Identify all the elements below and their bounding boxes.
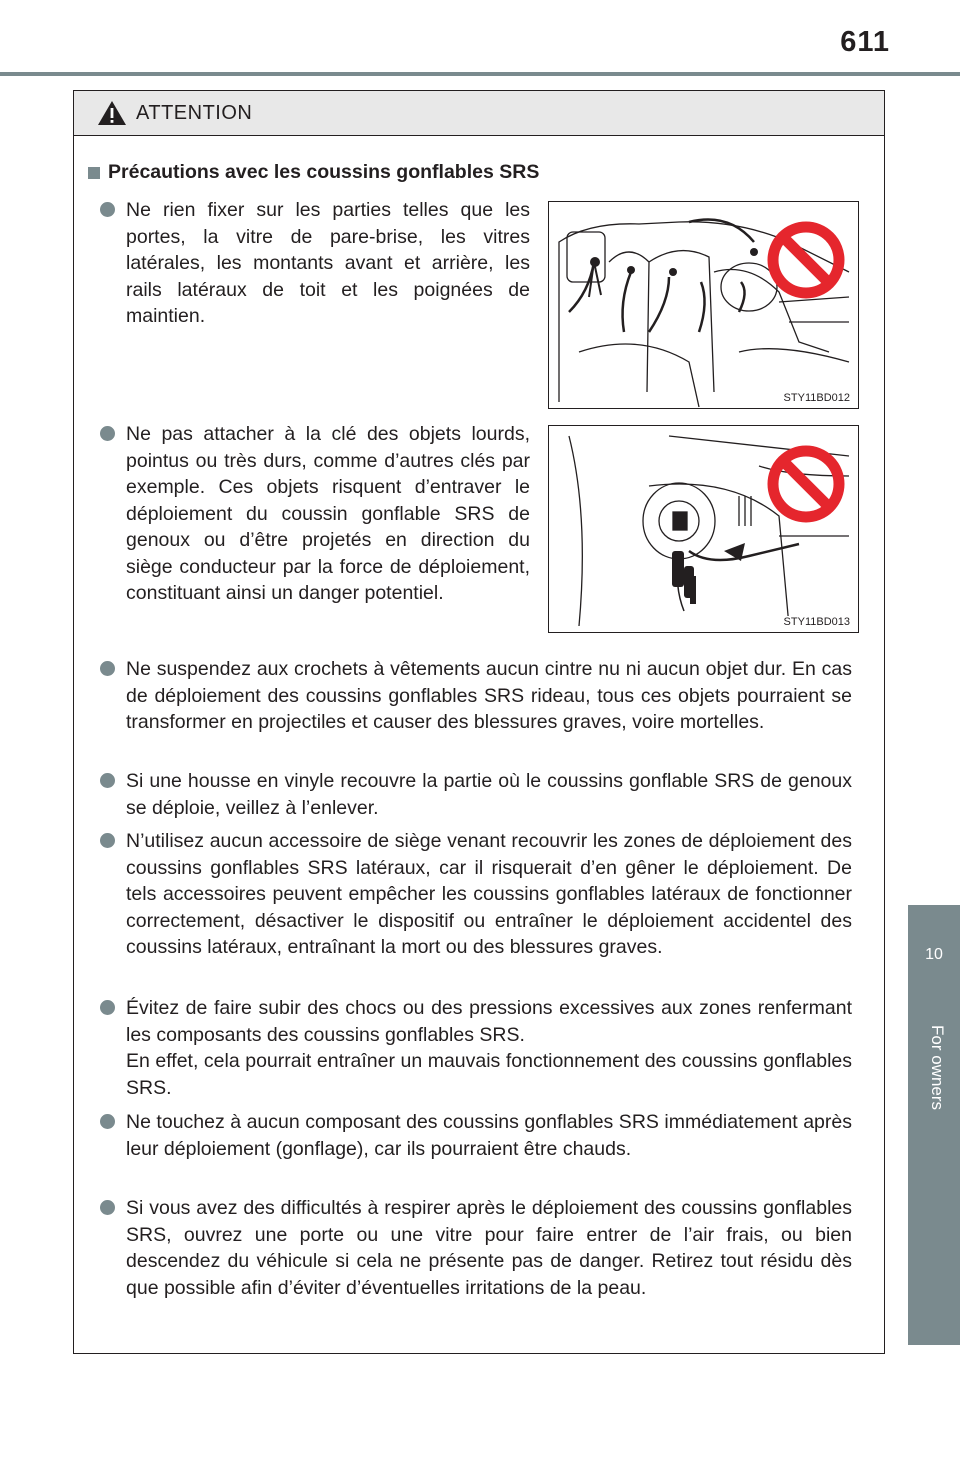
chapter-label: For owners bbox=[928, 1025, 947, 1111]
bullet-item bbox=[100, 768, 852, 821]
page-number: 611 bbox=[840, 26, 890, 58]
caution-box bbox=[73, 90, 885, 1354]
chapter-tab bbox=[908, 905, 960, 1345]
caution-title: ATTENTION bbox=[136, 101, 253, 124]
bullet-text: Ne rien fixer sur les parties telles que les portes, la vitre de pare-brise, les vitres latérales, les montants avant et arrière, les rails latéraux de toit et les poignées de maintien. bbox=[126, 199, 530, 327]
bullet-item bbox=[100, 656, 852, 736]
bullet-dot-icon bbox=[100, 1200, 115, 1215]
bullet-item bbox=[100, 1109, 852, 1162]
bullet-text: Si une housse en vinyle recouvre la partie où le coussins gonflable SRS de genoux se déploie, veillez à l’enlever. bbox=[126, 770, 852, 819]
bullet-text: Ne suspendez aux crochets à vêtements aucun cintre nu ni aucun objet dur. En cas de déploiement des coussins gonflables SRS rideau, tous ces objets pourraient se transformer en projectiles et causer des blessures graves, voire mortelles. bbox=[126, 658, 852, 733]
bullet-text: Évitez de faire subir des chocs ou des pressions excessives aux zones renfermant les composants des coussins gonflables SRS. bbox=[126, 997, 852, 1046]
bullet-dot-icon bbox=[100, 773, 115, 788]
warning-triangle-icon bbox=[96, 99, 128, 127]
bullet-text: Ne touchez à aucun composant des coussins gonflables SRS immédiatement après leur déploiement (gonflage), car ils pourraient être chauds. bbox=[126, 1111, 852, 1160]
chapter-number: 10 bbox=[925, 946, 943, 963]
bullet-dot-icon bbox=[100, 426, 115, 441]
bullet-item bbox=[100, 1195, 852, 1301]
bullet-item bbox=[100, 421, 530, 607]
bullet-text-continued: En effet, cela pourrait entraîner un mauvais fonctionnement des coussins gonflables SRS. bbox=[126, 1050, 852, 1099]
section-heading-text: Précautions avec les coussins gonflables SRS bbox=[108, 161, 540, 183]
prohibited-icon bbox=[766, 444, 846, 524]
section-heading bbox=[88, 161, 539, 184]
bullet-text: N’utilisez aucun accessoire de siège venant recouvrir les zones de déploiement des coussins gonflables SRS latéraux, car il risquerait d’en gêner le déploiement. De tels accessoires peuvent empêcher les coussins gonflables latéraux de fonctionner correctement, désactiver le dispositif ou entraîner le déploiement accidentel des coussins latéraux, entraînant la mort ou des blessures graves. bbox=[126, 830, 852, 958]
header-rule bbox=[0, 72, 960, 76]
bullet-dot-icon bbox=[100, 833, 115, 848]
bullet-dot-icon bbox=[100, 202, 115, 217]
bullet-item bbox=[100, 828, 852, 961]
figure-interior-attachments bbox=[548, 201, 859, 409]
square-bullet-icon bbox=[88, 167, 100, 179]
figure-code: STY11BD013 bbox=[783, 616, 850, 628]
caution-header bbox=[74, 91, 884, 136]
bullet-text: Ne pas attacher à la clé des objets lourds, pointus ou très durs, comme d’autres clés par exemple. Ces objets risquent d’entraver le déploiement du coussin gonflable SRS de genoux ou d’être projetés en direction du siège conducteur par la force de déploiement, constituant ainsi un danger potentiel. bbox=[126, 423, 530, 604]
prohibited-icon bbox=[766, 220, 846, 300]
bullet-text: Si vous avez des difficultés à respirer après le déploiement des coussins gonflables SRS, ouvrez une porte ou une vitre pour faire entrer de l’air frais, ou bien descendez du véhicule si cela ne présente pas de danger. Retirez tout résidu dès que possible afin d’éviter d’éventuelles irritations de la peau. bbox=[126, 1197, 852, 1299]
bullet-dot-icon bbox=[100, 1114, 115, 1129]
bullet-dot-icon bbox=[100, 661, 115, 676]
bullet-dot-icon bbox=[100, 1000, 115, 1015]
bullet-item bbox=[100, 995, 852, 1101]
bullet-item bbox=[100, 197, 530, 330]
figure-key-ring bbox=[548, 425, 859, 633]
figure-code: STY11BD012 bbox=[783, 392, 850, 404]
